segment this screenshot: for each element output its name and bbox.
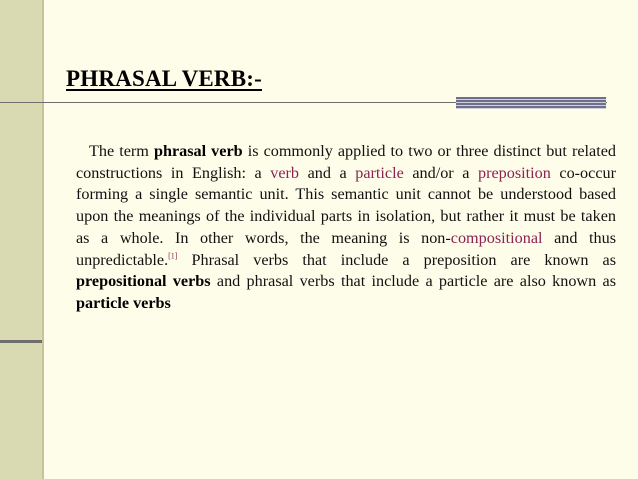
link-preposition[interactable]: preposition <box>477 163 551 182</box>
definition-paragraph <box>76 141 616 315</box>
text-run: is commonly applied to two or three distinct but related constructions in English: a <box>76 142 616 182</box>
left-decorative-band <box>0 0 44 479</box>
left-band-divider <box>0 340 42 343</box>
text-run: co-occur forming a single semantic unit. This semantic unit cannot be understood based upon the meanings of the individual parts in isolation, but rather it must be taken as a whole. In other words, the meaning is non- <box>76 163 616 247</box>
text-run: and thus unpredictable. <box>76 228 617 269</box>
term-particle-verbs: particle verbs <box>76 293 171 312</box>
text-run: and phrasal verbs that include a particle are also known as <box>210 272 616 291</box>
slide-title: PHRASAL VERB:- <box>66 66 262 91</box>
link-compositional[interactable]: compositional <box>450 228 543 247</box>
title-divider-bar <box>456 97 606 109</box>
term-phrasal-verb: phrasal verb <box>153 142 243 160</box>
text-run: The term <box>89 142 154 160</box>
term-prepositional-verbs: prepositional verbs <box>76 272 211 291</box>
link-particle[interactable]: particle <box>355 163 404 182</box>
text-run: and a <box>299 163 356 182</box>
link-verb[interactable]: verb <box>270 163 300 182</box>
text-run: Phrasal verbs that include a preposition are known as <box>177 250 616 269</box>
reference-marker[interactable]: [1] <box>168 251 178 261</box>
text-run: and/or a <box>403 163 478 182</box>
